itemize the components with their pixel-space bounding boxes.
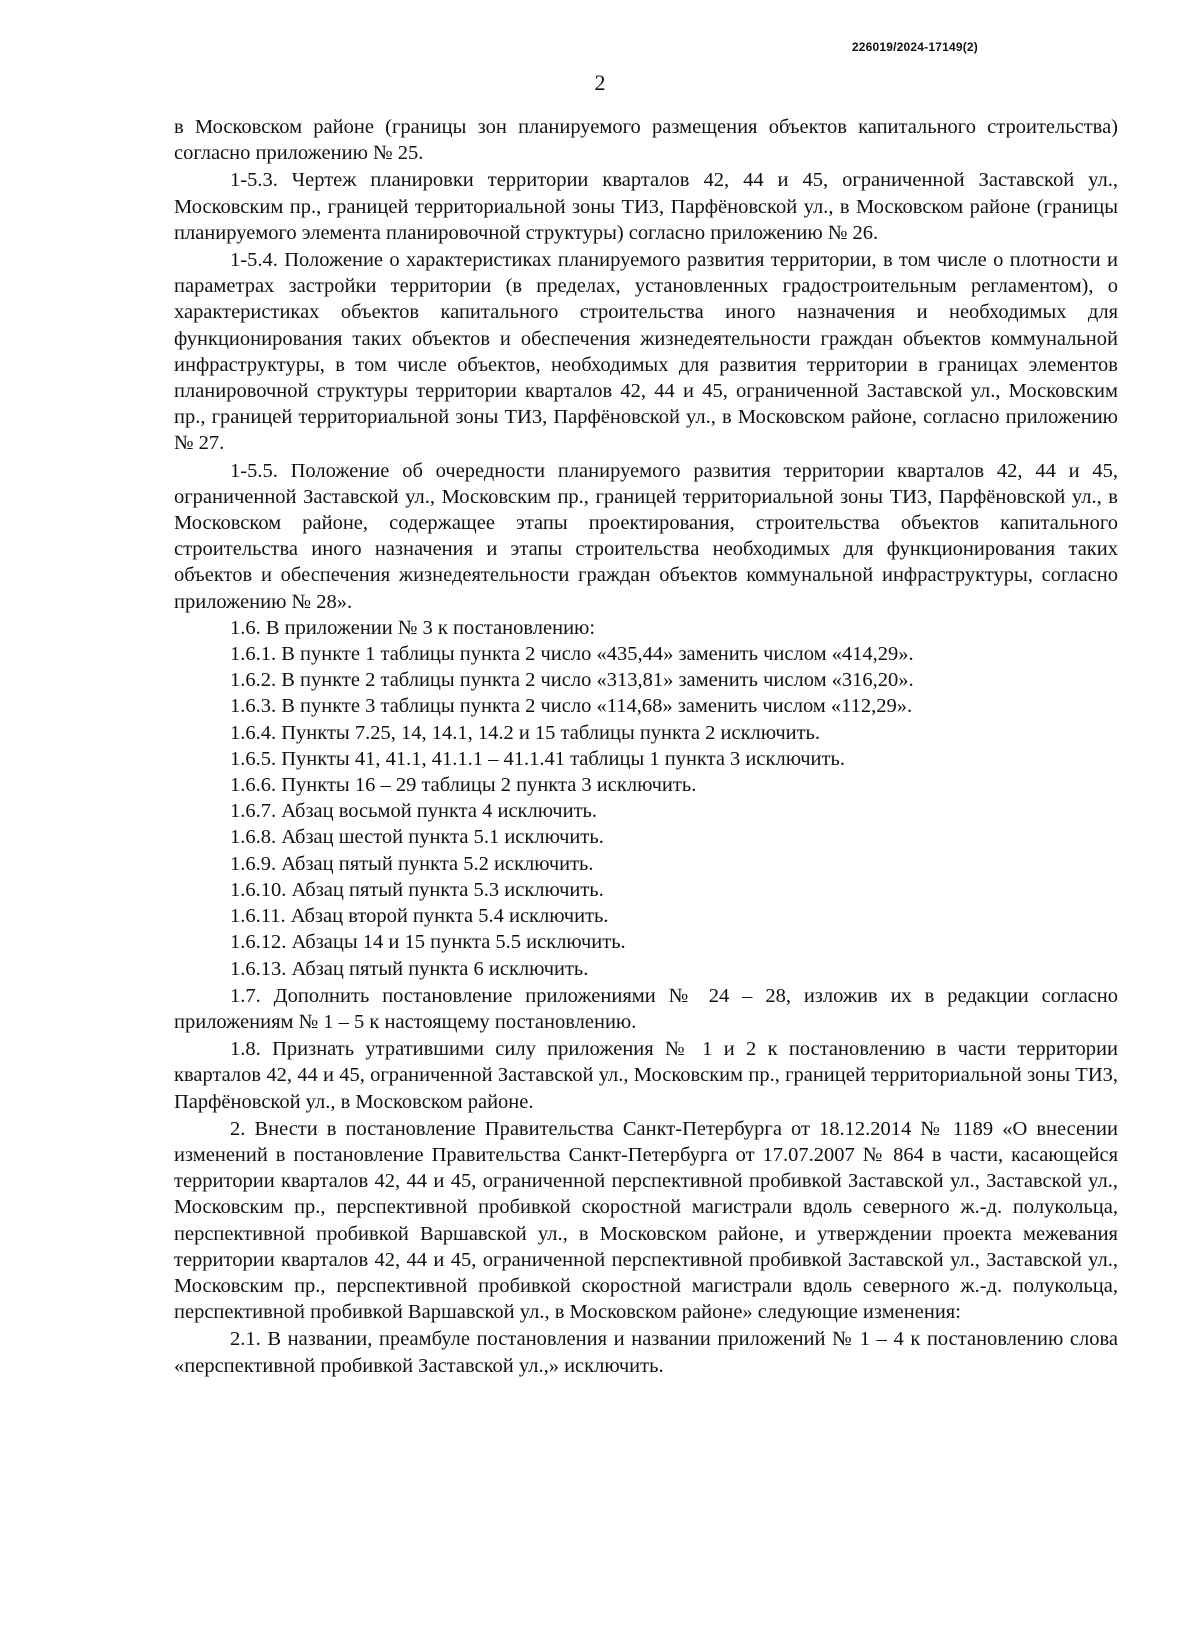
list-item: 1.6.9. Абзац пятый пункта 5.2 исключить. bbox=[230, 852, 594, 875]
list-item: 1.6.7. Абзац восьмой пункта 4 исключить. bbox=[230, 800, 597, 823]
page-number: 2 bbox=[594, 70, 606, 95]
paragraph: 1-5.5. Положение об очередности планируемого развития территории кварталов 42, 44 и 45, ограниченной Заставской ул., Московским пр., границей территориальной зоны ТИ3, Парфёновской ул., в Московском районе, содержащее этапы проектирования, строительства объектов капитального строительства иного назначения и этапы строительства необходимых для функционирования таких объектов и обеспечения жизнедеятельности граждан объектов коммунальной инфраструктуры, согласно приложению № 28». bbox=[174, 459, 1118, 613]
list-item: 1.6.5. Пункты 41, 41.1, 41.1.1 – 41.1.41 таблицы 1 пункта 3 исключить. bbox=[230, 747, 845, 770]
list-item: 1.6.6. Пункты 16 – 29 таблицы 2 пункта 3 исключить. bbox=[230, 774, 697, 797]
list-item: 1.6.3. В пункте 3 таблицы пункта 2 число «114,68» заменить числом «112,29». bbox=[230, 695, 913, 718]
paragraph: 1.8. Признать утратившими силу приложения № 1 и 2 к постановлению в части территории кварталов 42, 44 и 45, ограниченной Заставской ул., Московским пр., границей территориальной зоны ТИ3, Парфёновской ул., в Московском районе. bbox=[174, 1038, 1118, 1113]
list-item: 1.6.13. Абзац пятый пункта 6 исключить. bbox=[230, 957, 589, 980]
paragraph: 1.7. Дополнить постановление приложениями № 24 – 28, изложив их в редакции согласно приложениям № 1 – 5 к настоящему постановлению. bbox=[174, 984, 1118, 1033]
paragraph: 1-5.3. Чертеж планировки территории кварталов 42, 44 и 45, ограниченной Заставской ул., Московским пр., границей территориальной зоны ТИ3, Парфёновской ул., в Московском районе (границы планируемого элемента планировочной структуры) согласно приложению № 26. bbox=[174, 169, 1118, 244]
list-item: 1.6.12. Абзацы 14 и 15 пункта 5.5 исключить. bbox=[230, 931, 626, 954]
list-item: 1.6.2. В пункте 2 таблицы пункта 2 число «313,81» заменить числом «316,20». bbox=[230, 669, 914, 692]
list-item: 1.6.8. Абзац шестой пункта 5.1 исключить. bbox=[230, 826, 604, 849]
list-item: 1.6.1. В пункте 1 таблицы пункта 2 число «435,44» заменить числом «414,29». bbox=[230, 643, 914, 666]
list-item: 1.6.11. Абзац второй пункта 5.4 исключить. bbox=[230, 905, 609, 928]
paragraph: 2. Внести в постановление Правительства Санкт-Петербурга от 18.12.2014 № 1189 «О внесении изменений в постановление Правительства Санкт-Петербурга от 17.07.2007 № 864 в части, касающейся территории кварталов 42, 44 и 45, ограниченной перспективной пробивкой Заставской ул., Заставской ул., Московским пр., перспективной пробивкой скоростной магистрали вдоль северного ж.-д. полукольца, перспективной пробивкой Варшавской ул., в Московском районе, и утверждении проекта межевания территории кварталов 42, 44 и 45, ограниченной перспективной пробивкой Заставской ул., Заставской ул., Московским пр., перспективной пробивкой скоростной магистрали вдоль северного ж.-д. полукольца, перспективной пробивкой Варшавской ул., в Московском районе» следующие изменения: bbox=[174, 1117, 1118, 1324]
paragraph: в Московском районе (границы зон планируемого размещения объектов капитального строительства) согласно приложению № 25. bbox=[174, 116, 1118, 165]
document-body bbox=[174, 114, 1118, 1379]
list-item: 1.6. В приложении № 3 к постановлению: bbox=[230, 616, 596, 639]
list-item: 1.6.4. Пункты 7.25, 14, 14.1, 14.2 и 15 таблицы пункта 2 исключить. bbox=[230, 721, 821, 744]
list-item: 1.6.10. Абзац пятый пункта 5.3 исключить. bbox=[230, 878, 604, 901]
paragraph: 1-5.4. Положение о характеристиках планируемого развития территории, в том числе о плотности и параметрах застройки территории (в пределах, установленных градостроительным регламентом), о характеристиках объектов капитального строительства иного назначения и необходимых для функционирования таких объектов и обеспечения жизнедеятельности граждан объектов коммунальной инфраструктуры, в том числе объектов, необходимых для развития территории в границах элементов планировочной структуры территории кварталов 42, 44 и 45, ограниченной Заставской ул., Московским пр., границей территориальной зоны ТИ3, Парфёновской ул., в Московском районе, согласно приложению № 27. bbox=[174, 249, 1118, 455]
paragraph: 2.1. В названии, преамбуле постановления и названии приложений № 1 – 4 к постановлению слова «перспективной пробивкой Заставской ул.,» исключить. bbox=[174, 1328, 1118, 1377]
document-number: 226019/2024-17149(2) bbox=[851, 40, 978, 54]
